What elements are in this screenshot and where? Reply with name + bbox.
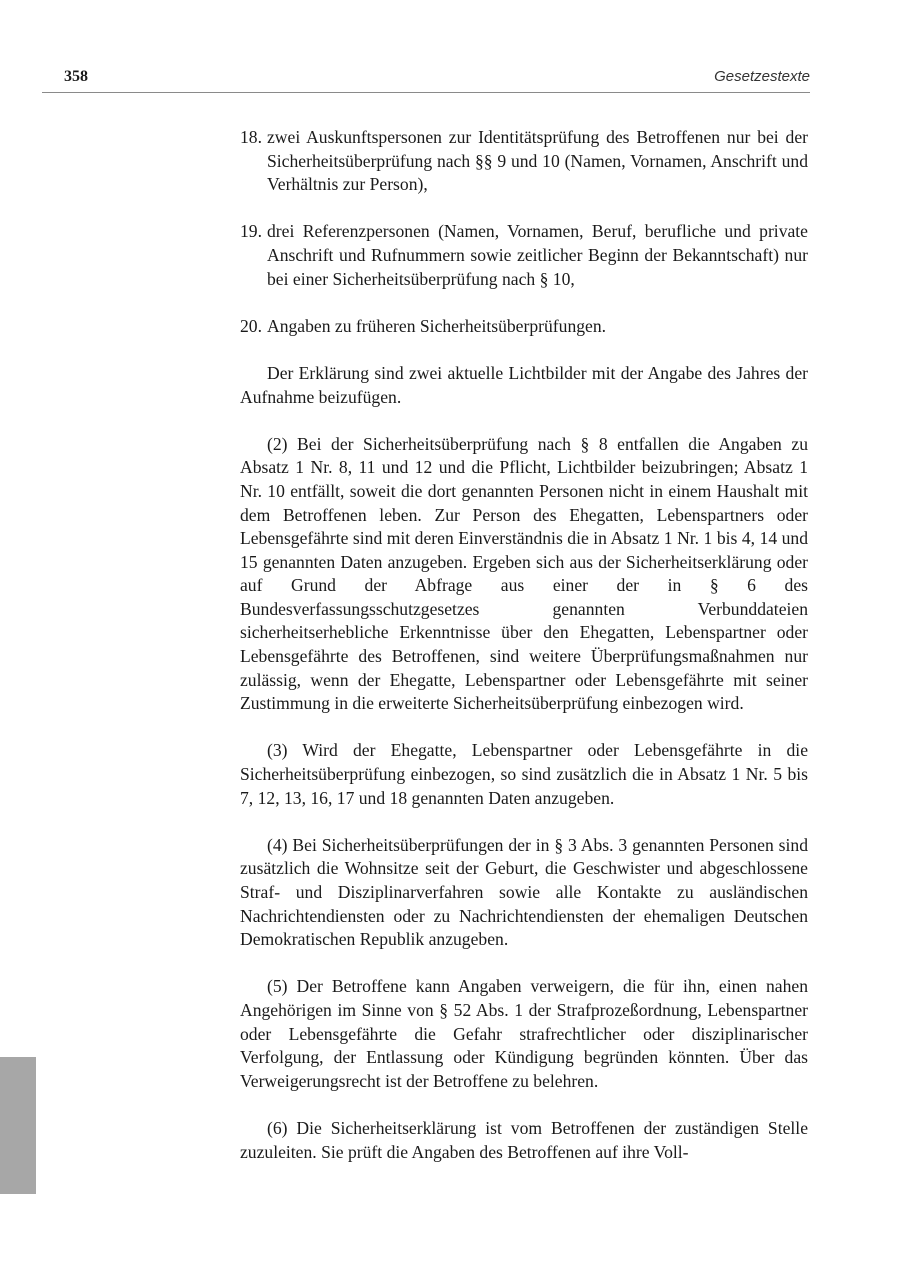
list-item-text: zwei Auskunftspersonen zur Identitätsprüfung des Betroffenen nur bei der Sicherheitsüberprüfung nach §§ 9 und 10 (Namen, Vornamen, Anschrift und Verhältnis zur Person), [267,127,808,195]
paragraph-2: (2) Bei der Sicherheitsüberprüfung nach § 8 entfallen die Angaben zu Absatz 1 Nr. 8, 11 und 12 und die Pflicht, Lichtbilder beizubringen; Absatz 1 Nr. 10 entfällt, soweit die dort genannten Personen nicht in einem Haushalt mit dem Betroffenen leben. Zur Person des Ehegatten, Lebenspartners oder Lebensgefährte sind mit deren Einverständnis die in Absatz 1 Nr. 1 bis 4, 14 und 15 genannten Daten anzugeben. Ergeben sich aus der Sicherheitserklärung oder auf Grund der Abfrage aus einer der in § 6 des Bundesverfassungsschutzgesetzes genannten Verbunddateien sicherheitserhebliche Erkenntnisse über den Ehegatten, Lebenspartner oder Lebensgefährte des Betroffenen, sind weitere Überprüfungsmaßnahmen nur zulässig, wenn der Ehegatte, Lebenspartner oder Lebensgefährte mit seiner Zustimmung in die erweiterte Sicherheitsüberprüfung einbezogen wird. [240,433,808,714]
list-item [240,220,808,291]
list-item-text: Angaben zu früheren Sicherheitsüberprüfungen. [267,315,607,336]
list-item [240,315,808,339]
paragraph-6: (6) Die Sicherheitserklärung ist vom Betroffenen der zuständigen Stelle zuzuleiten. Sie prüft die Angaben des Betroffenen auf ihre Voll- [240,1117,808,1162]
paragraph-5: (5) Der Betroffene kann Angaben verweigern, die für ihn, einen nahen Angehörigen im Sinne von § 52 Abs. 1 der Strafprozeßordnung, Lebenspartner oder Lebensgefährte die Gefahr strafrechtlicher oder disziplinarischer Verfolgung, der Entlassung oder Kündigung begründen könnten. Über das Verweigerungsrecht ist der Betroffene zu belehren. [240,976,808,1091]
list-item [240,126,808,197]
list-item-number: 19. [240,221,262,242]
list-item-text: drei Referenzpersonen (Namen, Vornamen, Beruf, berufliche und private Anschrift und Rufnummern sowie zeitlicher Beginn der Bekanntschaft) nur bei einer Sicherheitsüberprüfung nach § 10, [267,221,808,289]
thumb-index-tab [0,1057,36,1194]
page-header [42,66,810,93]
list-item-number: 20. [240,315,262,336]
paragraph-photos: Der Erklärung sind zwei aktuelle Lichtbilder mit der Angabe des Jahres der Aufnahme beizufügen. [240,362,808,407]
paragraph-4: (4) Bei Sicherheitsüberprüfungen der in § 3 Abs. 3 genannten Personen sind zusätzlich die Wohnsitze seit der Geburt, die Geschwister und abgeschlossene Straf- und Disziplinarverfahren sowie alle Kontakte zu ausländischen Nachrichtendiensten oder zu Nachrichtendiensten der ehemaligen Deutschen Demokratischen Republik anzugeben. [240,834,808,950]
body-text [240,126,808,1164]
page-number: 358 [64,68,88,85]
list-item-number: 18. [240,127,262,147]
paragraph-3: (3) Wird der Ehegatte, Lebenspartner oder Lebensgefährte in die Sicherheitsüberprüfung einbezogen, so sind zusätzlich die in Absatz 1 Nr. 5 bis 7, 12, 13, 16, 17 und 18 genannten Daten anzugeben. [240,740,808,808]
running-title: Gesetzestexte [714,68,810,85]
